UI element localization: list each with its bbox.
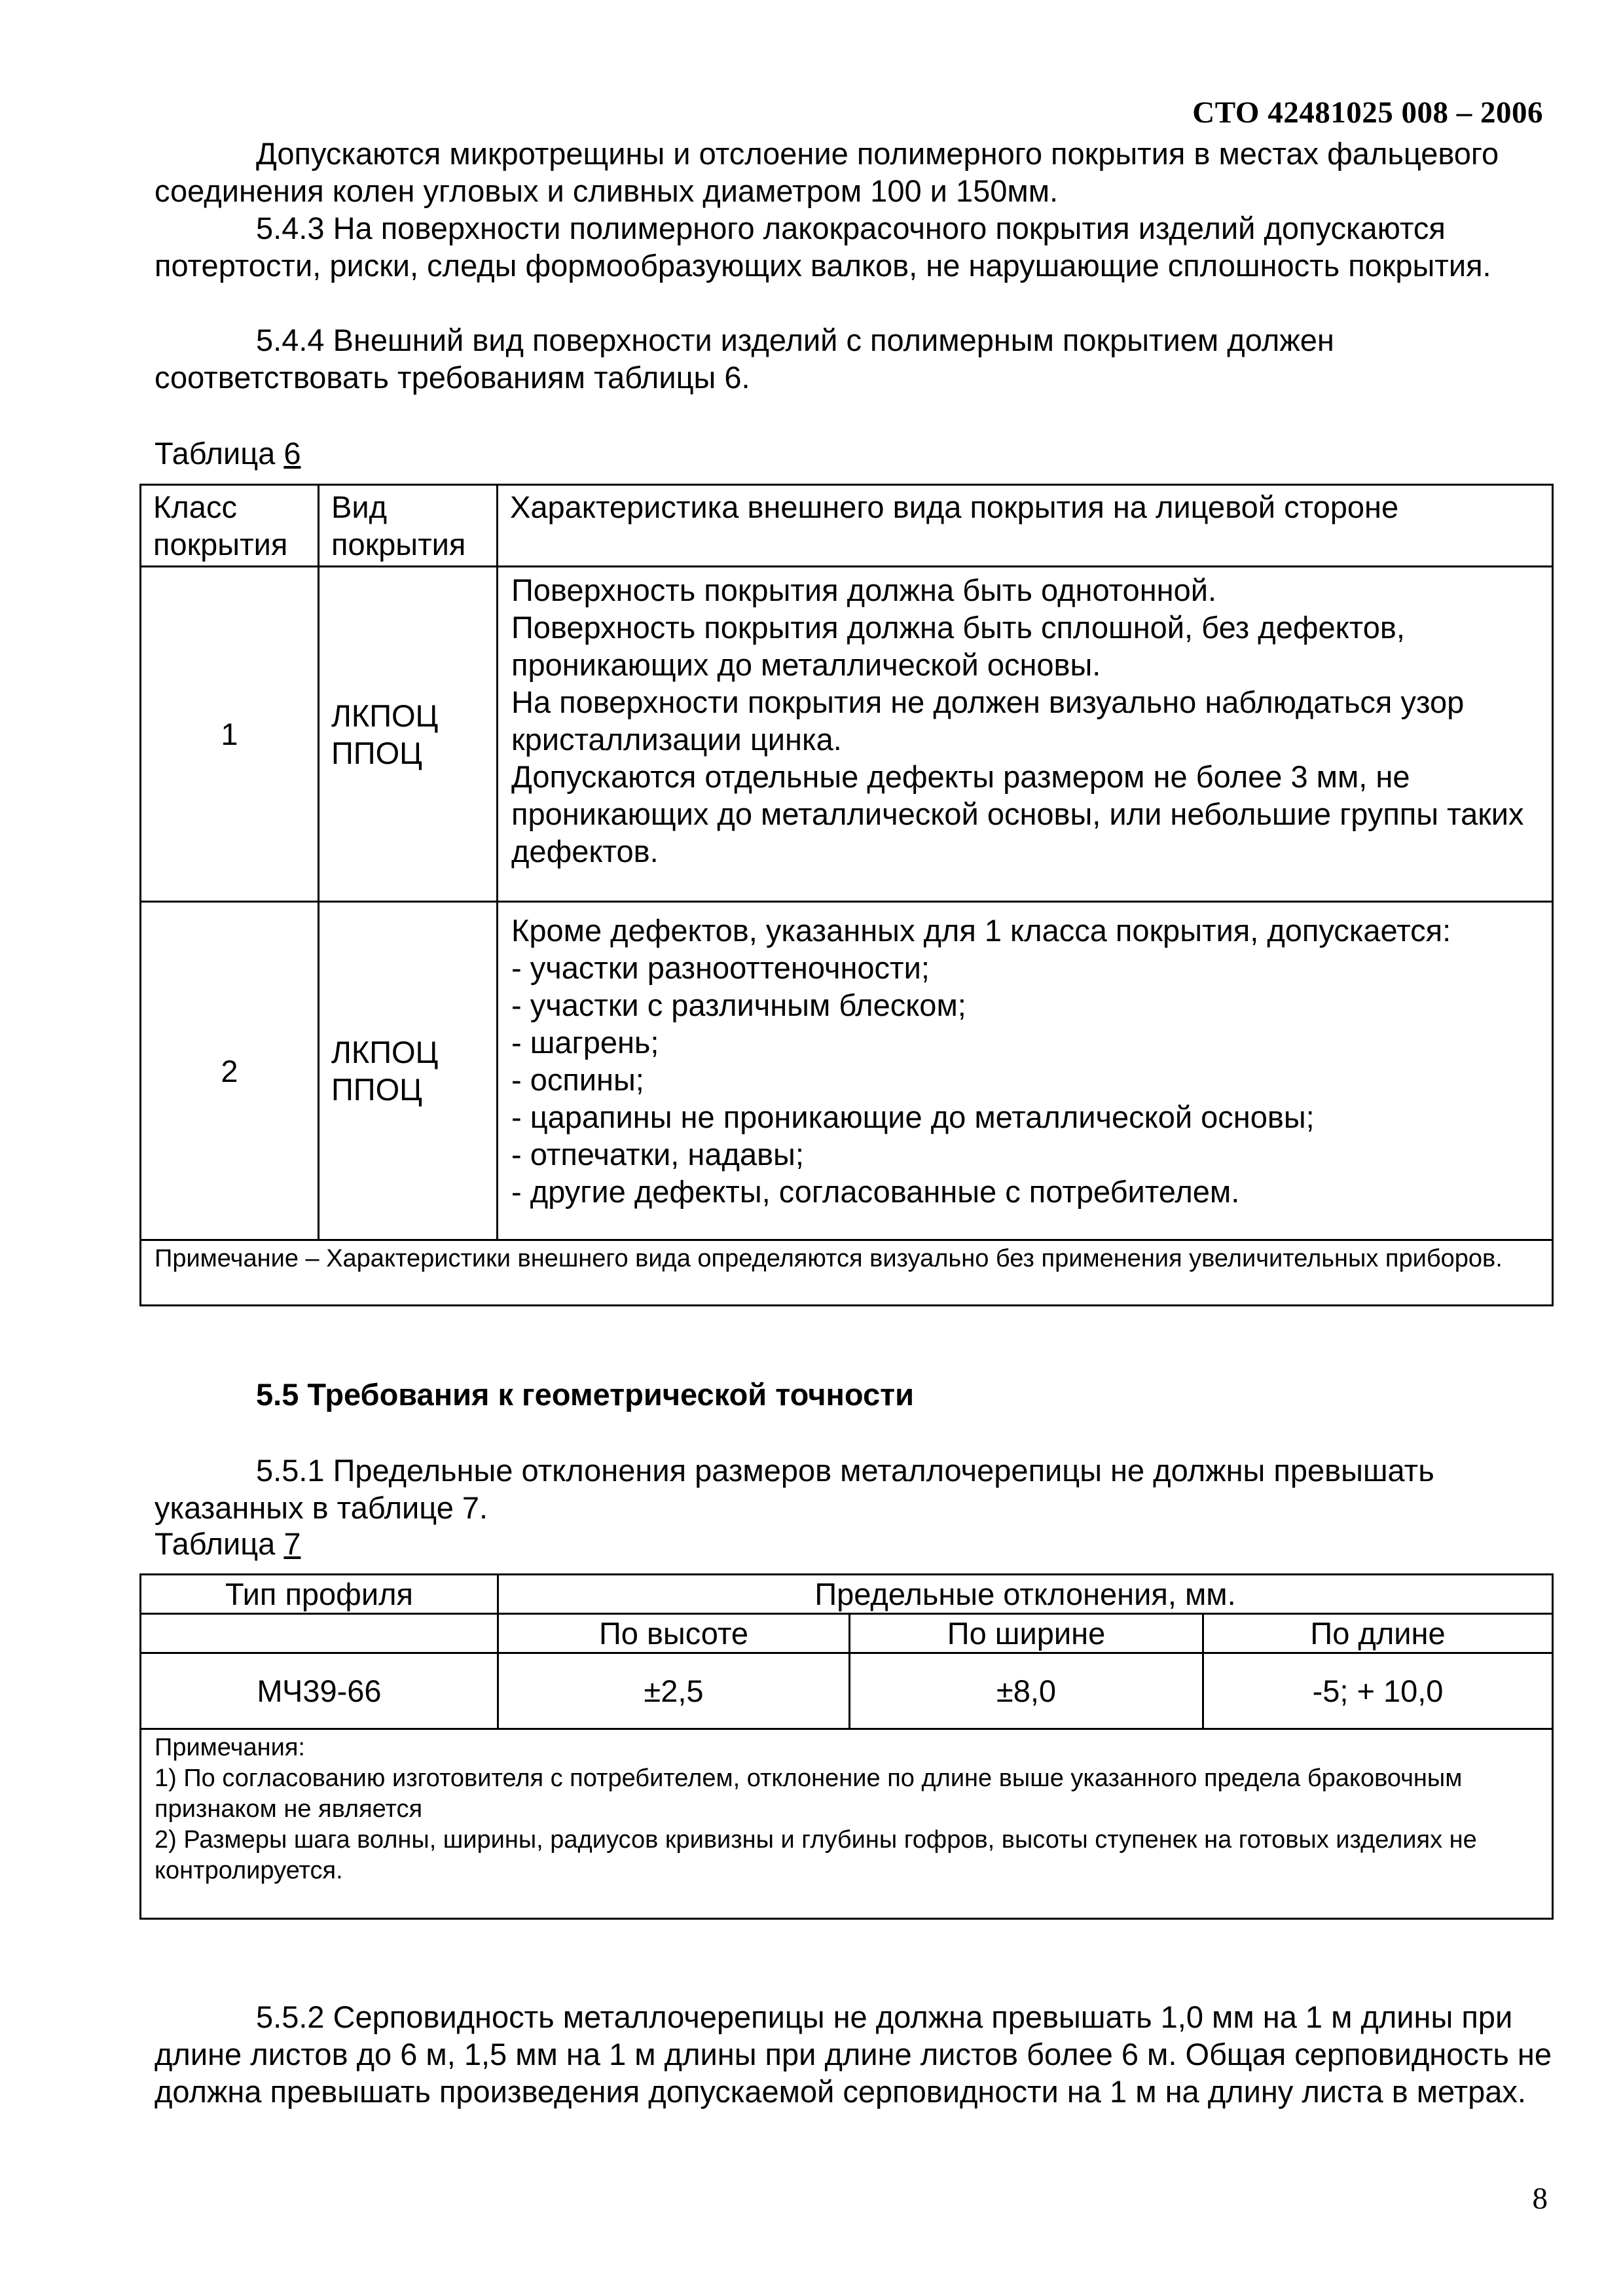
table6-header-class: Класс покрытия — [141, 485, 319, 567]
table7-subheader-length: По длине — [1203, 1614, 1553, 1653]
paragraph-5-5-1: 5.5.1 Предельные отклонения размеров металлочерепицы не должны превышать указанных в таблице 7. — [155, 1453, 1434, 1525]
paragraph-intro: Допускаются микротрещины и отслоение полимерного покрытия в местах фальцевого соединения колен угловых и сливных диаметром 100 и 150мм. — [155, 136, 1499, 208]
table7-data-row — [141, 1653, 1553, 1729]
table6-caption: Таблица 6 — [155, 436, 301, 471]
table6-header-row — [141, 485, 1553, 567]
table7-subheader-empty — [141, 1614, 498, 1653]
table6-note-row — [141, 1240, 1553, 1306]
table6-description-class-1: Поверхность покрытия должна быть однотонной. Поверхность покрытия должна быть сплошной, без дефектов, проникающих до металлической основы. На поверхности покрытия не должен визуально наблюдаться узор кристаллизации цинка. Допускаются отдельные дефекты размером не более 3 мм, не проникающих до металлической основы, или небольшие группы таких дефектов. — [498, 567, 1553, 902]
table7-width-cell: ±8,0 — [850, 1653, 1203, 1729]
table6-description-class-2: Кроме дефектов, указанных для 1 класса покрытия, допускается: - участки разнооттеночности; - участки с различным блеском; - шагрень; - оспины; - царапины не проникающие до металлической основы; - отпечатки, надавы; - другие дефекты, согласованные с потребителем. — [498, 902, 1553, 1240]
paragraph-5-5-2: 5.5.2 Серповидность металлочерепицы не должна превышать 1,0 мм на 1 м длины при длине листов до 6 м, 1,5 мм на 1 м длины при длине листов более 6 м. Общая серповидность не должна превышать произведения допускаемой серповидности на 1 м на длину листа в метрах. — [155, 2000, 1552, 2109]
table6-type-class-2: ЛКПОЦ ППОЦ — [319, 902, 498, 1240]
table7-note-row — [141, 1729, 1553, 1919]
table7-header-limits: Предельные отклонения, мм. — [498, 1575, 1553, 1614]
table7-subheader-row — [141, 1614, 1553, 1653]
table6-class-1: 1 — [141, 567, 319, 902]
document-code: СТО 42481025 008 – 2006 — [1192, 96, 1543, 130]
page-number: 8 — [1532, 2181, 1548, 2215]
paragraph-5-4-3: 5.4.3 На поверхности полимерного лакокрасочного покрытия изделий допускаются потертости, риски, следы формообразующих валков, не нарушающие сплошность покрытия. — [155, 211, 1491, 283]
section-5-5-title: 5.5 Требования к геометрической точности — [256, 1377, 915, 1412]
table7-length-cell: -5; + 10,0 — [1203, 1653, 1553, 1729]
table7-header-row — [141, 1575, 1553, 1614]
table6-row-class-2 — [141, 902, 1553, 1240]
table6-class-2: 2 — [141, 902, 319, 1240]
table7-notes: Примечания: 1) По согласованию изготовителя с потребителем, отклонение по длине выше указанного предела браковочным признаком не является 2) Размеры шага волны, ширины, радиусов кривизны и глубины гофров, высоты ступенек на готовых изделиях не контролируется. — [141, 1729, 1553, 1919]
table-6 — [139, 484, 1554, 1306]
table6-row-class-1 — [141, 567, 1553, 902]
table7-caption: Таблица 7 — [155, 1526, 301, 1561]
table6-header-type: Вид покрытия — [319, 485, 498, 567]
table7-profile-cell: МЧ39-66 — [141, 1653, 498, 1729]
table7-height-cell: ±2,5 — [498, 1653, 850, 1729]
table6-type-class-1: ЛКПОЦ ППОЦ — [319, 567, 498, 902]
table-7 — [139, 1573, 1554, 1920]
paragraph-5-4-4: 5.4.4 Внешний вид поверхности изделий с полимерным покрытием должен соответствовать требованиям таблицы 6. — [155, 323, 1334, 395]
table7-header-profile: Тип профиля — [141, 1575, 498, 1614]
table7-subheader-width: По ширине — [850, 1614, 1203, 1653]
table7-subheader-height: По высоте — [498, 1614, 850, 1653]
table6-note: Примечание – Характеристики внешнего вида определяются визуально без применения увеличительных приборов. — [141, 1240, 1553, 1306]
table6-header-description: Характеристика внешнего вида покрытия на лицевой стороне — [498, 485, 1553, 567]
